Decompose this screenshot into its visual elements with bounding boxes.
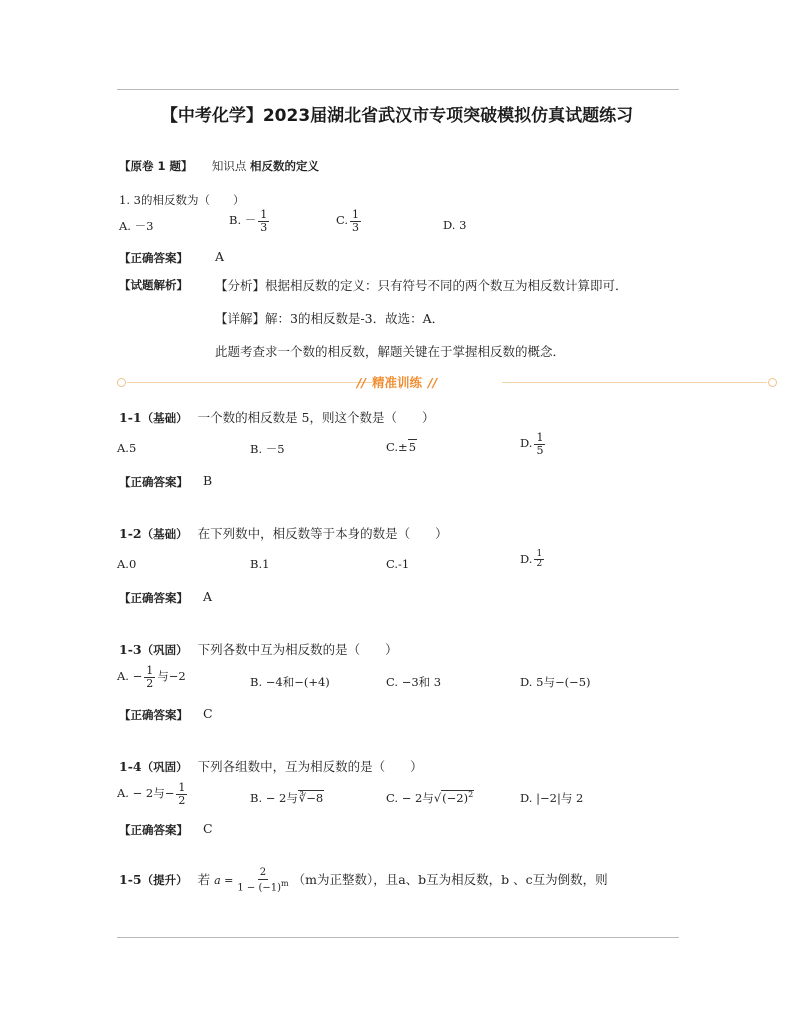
- q4-option-b: B. − 2与∛−8: [250, 791, 324, 805]
- fraction-one-half: $\frac{1}{2}$: [536, 549, 543, 570]
- original-question-tag: 【原卷 1 题】: [119, 159, 193, 173]
- q2-option-a: A.0: [117, 557, 137, 571]
- fraction-expression: $\frac{2}{1 - (-1)^m}$: [237, 867, 289, 893]
- analysis-line-1: 【分析】根据相反数的定义：只有符号不同的两个数互为相反数计算即可．: [215, 278, 628, 293]
- q3-option-a: A. − $\frac{1}{2}$ 与−2: [117, 664, 186, 690]
- fraction-one-half: $\frac{1}{2}$: [146, 664, 154, 690]
- knowledge-point-label: 知识点: [211, 159, 247, 173]
- q4-option-d: D. |−2|与 2: [520, 791, 584, 805]
- q3-option-d: D. 5与−(−5): [520, 675, 591, 689]
- q3-answer-label: 【正确答案】: [119, 708, 188, 722]
- q2-answer-value: A: [203, 589, 213, 604]
- question-1-3: 1-3（巩固） 下列各数中互为相反数的是（ ）: [119, 642, 398, 657]
- q4-option-c: C. − 2与$√(-2)^2$: [386, 790, 474, 805]
- original-option-b: B. － $\frac{1}{3}$: [229, 208, 268, 234]
- analysis-label: 【试题解析】: [119, 278, 188, 292]
- q3-option-b: B. −4和−(+4): [250, 675, 330, 689]
- banner-dot-right: [768, 378, 777, 387]
- banner-label: // 精准训练 //: [356, 375, 438, 390]
- fraction-one-fifth: $\frac{1}{5}$: [536, 431, 544, 457]
- q2-option-b: B.1: [250, 557, 270, 571]
- q1-answer-value: B: [203, 473, 213, 488]
- q1-option-b: B. －5: [250, 442, 285, 456]
- original-question-header: [119, 158, 319, 174]
- question-1-5: 1-5（提升） 若 a = $\frac{2}{1 - (-1)^m}$ （m为正整数），且a、b互为相反数，b 、c互为倒数，则: [119, 867, 608, 893]
- q1-option-a: A.5: [117, 441, 137, 455]
- fraction-one-third: $\frac{1}{3}$: [352, 208, 360, 234]
- question-1-2: 1-2（基础） 在下列数中，相反数等于本身的数是（ ）: [119, 526, 448, 541]
- q4-option-a: A. − 2与− $\frac{1}{2}$: [117, 781, 186, 807]
- q2-option-c: C.-1: [386, 557, 410, 571]
- q1-option-d: D. $\frac{1}{5}$: [520, 431, 544, 457]
- original-option-a: A. －3: [119, 219, 154, 233]
- sqrt-five: 5: [408, 440, 417, 454]
- cube-root-minus-eight: ∛−8: [298, 791, 324, 805]
- q2-option-d: D. $\frac{1}{2}$: [520, 549, 543, 570]
- q1-option-c: C.±5: [386, 440, 417, 454]
- q3-option-c: C. −3和 3: [386, 675, 442, 689]
- precise-training-banner: [117, 373, 777, 391]
- analysis-line-2: 【详解】解：3的相反数是-3．故选：A．: [215, 311, 445, 326]
- analysis-line-3: 此题考查求一个数的相反数，解题关键在于掌握相反数的概念．: [215, 344, 566, 359]
- top-rule: [117, 89, 679, 90]
- original-answer-value: A: [215, 249, 225, 264]
- original-question-stem: 1. 3的相反数为（ ）: [119, 193, 245, 207]
- original-answer-label: 【正确答案】: [119, 251, 188, 265]
- fraction-one-half: $\frac{1}{2}$: [178, 781, 186, 807]
- page-title: 【中考化学】2023届湖北省武汉市专项突破模拟仿真试题练习: [160, 106, 634, 126]
- original-option-d: D. 3: [443, 218, 467, 232]
- q1-answer-label: 【正确答案】: [119, 475, 188, 489]
- q4-answer-value: C: [203, 821, 213, 836]
- bottom-rule: [117, 937, 679, 938]
- fraction-one-third: $\frac{1}{3}$: [260, 208, 268, 234]
- q3-answer-value: C: [203, 706, 213, 721]
- q4-answer-label: 【正确答案】: [119, 823, 188, 837]
- question-1-1: 1-1（基础） 一个数的相反数是 5，则这个数是（ ）: [119, 410, 435, 425]
- question-1-4: 1-4（巩固） 下列各组数中，互为相反数的是（ ）: [119, 759, 423, 774]
- q2-answer-label: 【正确答案】: [119, 591, 188, 605]
- original-option-c: C. $\frac{1}{3}$: [336, 208, 360, 234]
- sqrt-minus-two-squared: $(-2)^2$: [442, 790, 474, 805]
- knowledge-point-value: 相反数的定义: [249, 159, 319, 173]
